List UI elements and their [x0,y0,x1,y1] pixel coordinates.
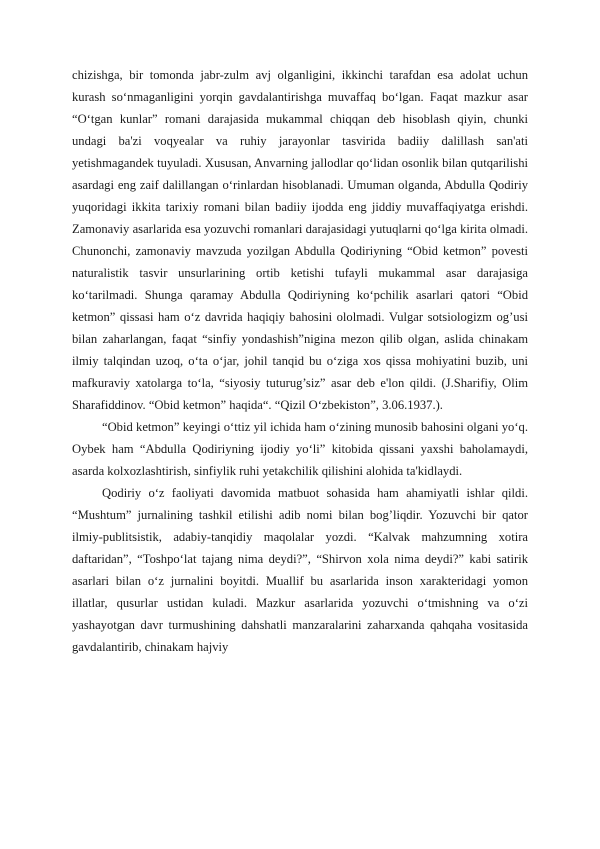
paragraph-3: Qodiriy o‘z faoliyati davomida matbuot sohasida ham ahamiyatli ishlar qildi. “Mushtum” jurnalining tashkil etilishi adib nomi bilan bog’liqdir. Yozuvchi bir qator ilmiy-publitsistik, adabiy-tanqidiy maqolalar yozdi. “Kalvak mahzumning xotira daftaridan”, “Toshpo‘lat tajang nima deydi?”, “Shirvon xola nima deydi?” kabi satirik asarlari bilan o‘z jurnalini boyitdi. Muallif bu asarlarida inson xarakteridagi yomon illatlar, qusurlar ustidan kuladi. Mazkur asarlarida yozuvchi o‘tmishning va o‘zi yashayotgan davr turmushining dahshatli manzaralarini zaharxanda qahqaha vositasida gavdalantirib, chinakam hajviy [72,486,528,654]
paragraph-1: chizishga, bir tomonda jabr-zulm avj olganligini, ikkinchi tarafdan esa adolat uchun kurash so‘nmaganligini yorqin gavdalantirishga muvaffaq bo‘lgan. Faqat mazkur asar “O‘tgan kunlar” romani darajasida mukammal chiqqan deb hisoblash qiyin, chunki undagi ba'zi voqyealar va ruhiy jarayonlar tasvirida badiiy dalillash san'ati yetishmagandek tuyuladi. Xususan, Anvarning jallodlar qo‘lidan osonlik bilan qutqarilishi asardagi eng zaif dalillangan o‘rinlardan hisoblanadi. Umuman olganda, Abdulla Qodiriy yuqoridagi ikkita tarixiy romani bilan badiiy ijodda eng jiddiy muvaffaqiyatga erishdi. Zamonaviy asarlarida esa yozuvchi romanlari darajasidagi yutuqlarni qo‘lga kirita olmadi. Chunonchi, zamonaviy mavzuda yozilgan Abdulla Qodiriyning “Obid ketmon” povesti naturalistik tasvir unsurlarining ortib ketishi tufayli mukammal asar darajasiga ko‘tarilmadi. Shunga qaramay Abdulla Qodiriyning ko‘pchilik asarlari qatori “Obid ketmon” qissasi ham o‘z davrida haqiqiy bahosini ololmadi. Vulgar sotsiologizm og’usi bilan zaharlangan, faqat “sinfiy yondashish”nigina mezon qilib olgan, aslida chinakam ilmiy talqindan uzoq, o‘ta o‘jar, johil tanqid bu o‘ziga xos qissa mohiyatini buzib, uni mafkuraviy xatolarga to‘la, “siyosiy tuturug’siz” asar deb e'lon qildi. (J.Sharifiy, Olim Sharafiddinov. “Obid ketmon” haqida“. “Qizil O‘zbekiston”, 3.06.1937.). [72,68,528,412]
paragraph-2: “Obid ketmon” keyingi o‘ttiz yil ichida ham o‘zining munosib bahosini olgani yo‘q. Oybek ham “Abdulla Qodiriyning ijodiy yo‘li” kitobida qissani yaxshi baholamaydi, asarda kolxozlashtirish, sinfiylik ruhi yetakchilik qilishini alohida ta'kidlaydi. [72,420,528,478]
body-text [72,64,528,658]
